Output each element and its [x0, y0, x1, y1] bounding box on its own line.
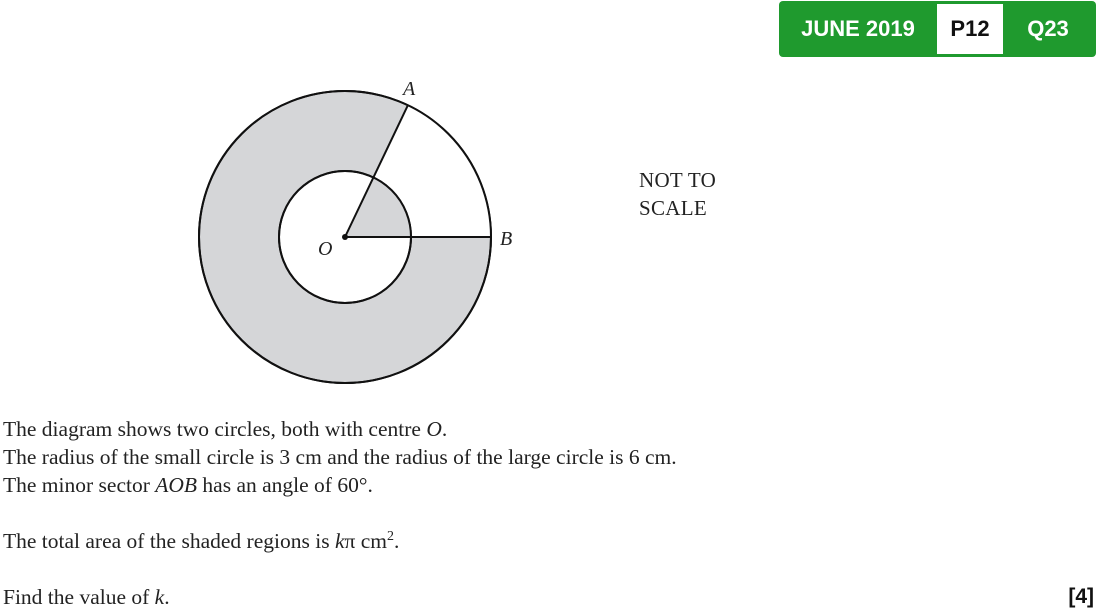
not-to-scale-note: [639, 166, 716, 222]
label-a: A: [403, 78, 416, 100]
question-line-2: The radius of the small circle is 3 cm and the radius of the large circle is 6 cm.: [3, 445, 677, 469]
question-line-3: The minor sector AOB has an angle of 60°.: [3, 473, 373, 497]
paper-number: P12: [937, 4, 1003, 54]
question-line-4: The total area of the shaded regions is kπ $cm^2$.: [3, 528, 400, 553]
label-b: B: [500, 228, 513, 250]
question-reference-badge: [779, 1, 1096, 57]
question-number: Q23: [1027, 16, 1069, 41]
not-to-scale-line2: SCALE: [639, 196, 708, 220]
exam-date: JUNE 2019: [801, 16, 915, 41]
centre-point: [342, 234, 348, 240]
not-to-scale-line1: NOT TO: [639, 168, 717, 192]
question-line-5: Find the value of k.: [3, 585, 170, 609]
label-o: O: [318, 238, 333, 260]
circles-diagram: [190, 75, 530, 385]
question-line-1: The diagram shows two circles, both with centre O.: [3, 417, 448, 441]
marks-allocation: [4]: [1068, 585, 1094, 608]
